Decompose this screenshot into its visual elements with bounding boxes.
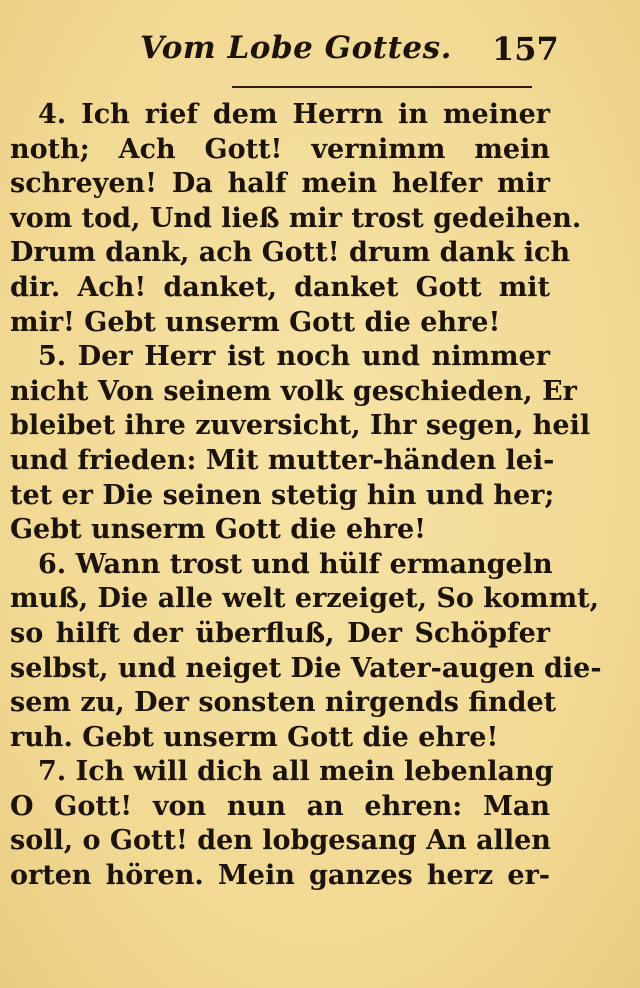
text-line: mir! Gebt unserm Gott die ehre!: [10, 306, 501, 338]
text-line: selbst, und neiget Die Vater-augen die-: [10, 652, 602, 684]
verse-start-line: 5. Der Herr ist noch und nimmer: [38, 341, 550, 373]
text-line: schreyen! Da half mein helfer mir: [10, 168, 550, 200]
text-line: so hilft der überfluß, Der Schöpfer: [10, 617, 550, 649]
text-line: orten hören. Mein ganzes herz er-: [10, 860, 550, 892]
verse-start-line: 6. Wann trost und hülf ermangeln: [38, 548, 553, 580]
verse-start-line: 7. Ich will dich all mein lebenlang: [38, 756, 554, 788]
header-rule: [232, 86, 532, 88]
running-header: [0, 30, 560, 76]
text-line: O Gott! von nun an ehren: Man: [10, 790, 550, 822]
text-line: tet er Die seinen stetig hin und her;: [10, 479, 555, 511]
text-line: Drum dank, ach Gott! drum dank ich: [10, 237, 571, 269]
text-line: muß, Die alle welt erzeiget, So kommt,: [10, 583, 600, 615]
text-line: nicht Von seinem volk geschieden, Er: [10, 375, 577, 407]
text-line: dir. Ach! danket, danket Gott mit: [10, 271, 550, 303]
text-line: sem zu, Der sonsten nirgends findet: [10, 687, 557, 719]
text-line: bleibet ihre zuversicht, Ihr segen, heil: [10, 410, 591, 442]
running-title: Vom Lobe Gottes.: [140, 30, 452, 66]
text-line: soll, o Gott! den lobgesang An allen: [10, 825, 551, 857]
text-line: Gebt unserm Gott die ehre!: [10, 514, 427, 546]
hymn-text: [10, 98, 602, 894]
verse-start-line: 4. Ich rief dem Herrn in meiner: [38, 99, 550, 130]
text-line: ruh. Gebt unserm Gott die ehre!: [10, 721, 499, 753]
text-line: und frieden: Mit mutter-händen lei-: [10, 444, 555, 476]
text-line: noth; Ach Gott! vernimm mein: [10, 133, 550, 165]
text-line: vom tod, Und ließ mir trost gedeihen.: [10, 202, 582, 234]
page-number: 157: [492, 30, 559, 68]
